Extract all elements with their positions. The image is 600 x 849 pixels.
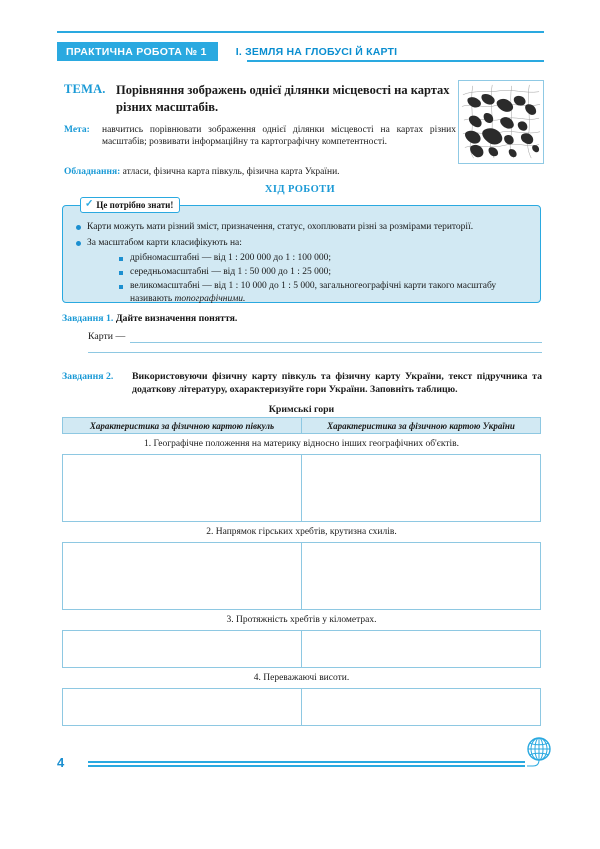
- list-item: [73, 221, 530, 234]
- table-row: [62, 688, 541, 726]
- topic-block: [64, 82, 454, 115]
- topic-text: Порівняння зображень однієї ділянки місцевості на картах різних масштабів.: [116, 83, 450, 114]
- list-item-text: великомасштабні — від 1 : 10 000 до 1 : 5 000, загальногеографічні карти такого масштабу називають: [130, 281, 497, 304]
- answer-cell-left[interactable]: [63, 631, 302, 667]
- header-bottom-rule: [247, 60, 544, 62]
- table-question-row: 4. Переважаючі висоти.: [253, 673, 350, 683]
- task-1-answer-line-1[interactable]: [88, 331, 542, 343]
- bullet-dot-icon: [73, 237, 87, 246]
- square-bullet-icon: [119, 252, 130, 261]
- topic-label: ТЕМА.: [64, 82, 106, 96]
- objective-block: [64, 124, 456, 149]
- answer-cell-right[interactable]: [302, 631, 540, 667]
- answer-cell-right[interactable]: [302, 455, 540, 521]
- answer-cell-left[interactable]: [63, 455, 302, 521]
- footer-rule-bottom: [88, 765, 525, 767]
- footer-rule-top: [88, 761, 525, 763]
- task-2-number: Завдання 2.: [62, 371, 114, 382]
- list-item-label: [130, 280, 530, 305]
- list-item-label: Карти можуть мати різний зміст, призначення, статус, охоплювати різні за розмірами території.: [87, 222, 474, 232]
- list-item: [119, 252, 530, 265]
- task-1-answer-prefix: Карти —: [88, 331, 126, 342]
- page-header: [57, 31, 544, 61]
- objective-label: Мета:: [64, 124, 90, 135]
- table-column-header-ukraine: Характеристика за фізичною картою України: [327, 420, 515, 431]
- need-to-know-tag: [80, 197, 180, 213]
- list-item-emphasis: топографічними.: [174, 293, 246, 304]
- task-2-text: Використовуючи фізичну карту півкуль та фізичну карту України, текст підручника та додаткову літературу, охарактеризуйте гори України. Заповніть таблицю.: [132, 371, 542, 395]
- list-item-label: середньомасштабні — від 1 : 50 000 до 1 : 25 000;: [130, 267, 332, 278]
- answer-rule[interactable]: [130, 342, 542, 343]
- table-question-row: 2. Напрямок гірських хребтів, крутизна схилів.: [206, 527, 397, 537]
- bullet-dot-icon: [73, 221, 87, 230]
- table-row: [62, 630, 541, 668]
- world-map-thumbnail: [458, 80, 544, 164]
- globe-icon: [517, 735, 557, 775]
- task-1-title: Дайте визначення поняття.: [115, 313, 238, 324]
- square-bullet-icon: [119, 266, 130, 275]
- answer-cell-left[interactable]: [63, 689, 302, 725]
- table-question-row: 3. Протяжність хребтів у кілометрах.: [226, 615, 377, 625]
- table-row: [62, 542, 541, 610]
- characteristics-table: [62, 417, 541, 726]
- list-item: [73, 237, 530, 250]
- task-1-number: Завдання 1.: [62, 313, 114, 324]
- page-number: 4: [57, 755, 65, 770]
- equipment-text: атласи, фізична карта півкуль, фізична карта України.: [122, 167, 340, 177]
- list-item-label: За масштабом карти класифікують на:: [87, 237, 242, 248]
- header-row: [57, 42, 544, 61]
- table-header-row: [62, 417, 541, 434]
- list-item: [119, 280, 530, 305]
- task-1-answer-line-2[interactable]: [88, 352, 542, 353]
- chapter-title: І. ЗЕМЛЯ НА ГЛОБУСІ Й КАРТІ: [235, 45, 398, 58]
- equipment-label: Обладнання:: [64, 167, 121, 177]
- page-footer: [57, 747, 544, 787]
- table-row: [62, 454, 541, 522]
- answer-cell-left[interactable]: [63, 543, 302, 609]
- need-to-know-tag-label: Це потрібно знати!: [96, 200, 174, 210]
- list-item: [119, 266, 530, 279]
- list-item-label: дрібномасштабні — від 1 : 200 000 до 1 : 100 000;: [130, 253, 332, 264]
- header-top-rule: [57, 31, 544, 33]
- need-to-know-body: [63, 221, 542, 307]
- check-icon: ✓: [85, 198, 94, 210]
- square-bullet-icon: [119, 280, 130, 289]
- task-1-heading: [62, 313, 542, 324]
- need-to-know-box: [62, 198, 541, 304]
- scale-sub-list: [73, 252, 530, 305]
- table-question-row: 1. Географічне положення на материку відносно інших географічних об'єктів.: [144, 439, 459, 449]
- task-2-heading: [62, 371, 542, 397]
- equipment-block: [64, 166, 484, 178]
- answer-cell-right[interactable]: [302, 689, 540, 725]
- table-column-header-hemispheres: Характеристика за фізичною картою півкуль: [63, 418, 302, 433]
- objective-text: навчитись порівнювати зображення однієї ділянки місцевості на картах різних масштабів; розвивати інформаційну та картографічну компетентності.: [102, 125, 456, 148]
- answer-cell-right[interactable]: [302, 543, 540, 609]
- practical-work-badge: ПРАКТИЧНА РОБОТА № 1: [57, 42, 218, 61]
- table-title: Кримські гори: [268, 404, 335, 415]
- section-heading: ХІД РОБОТИ: [264, 184, 336, 195]
